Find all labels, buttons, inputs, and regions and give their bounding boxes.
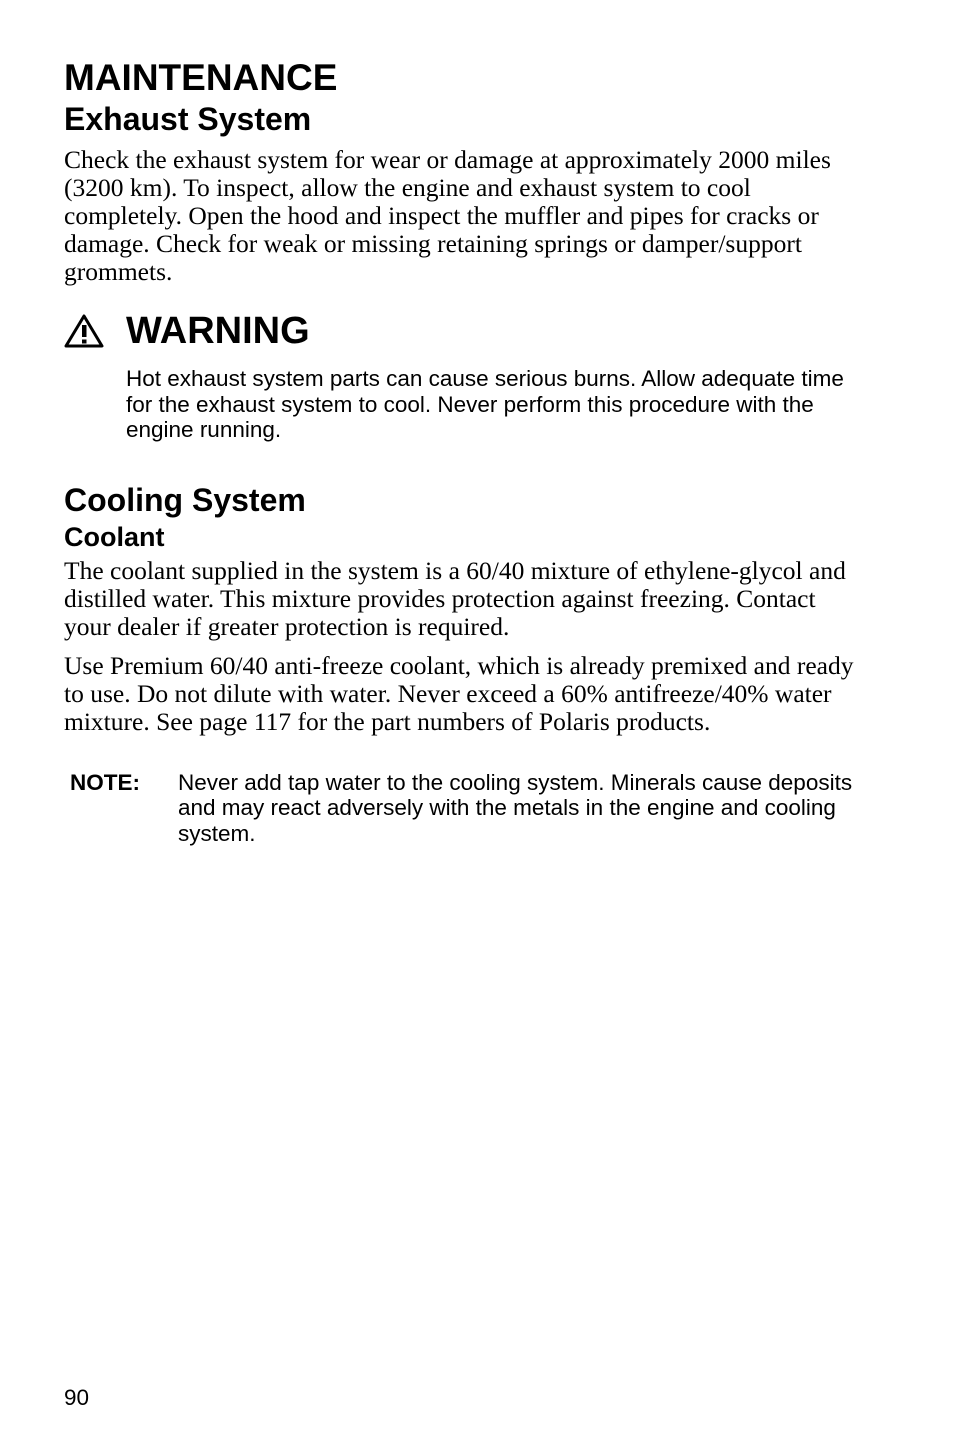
note-block	[64, 770, 864, 847]
cooling-system-heading: Cooling System	[64, 481, 306, 518]
exhaust-paragraph: Check the exhaust system for wear or damage at approximately 2000 miles (3200 km). To inspect, allow the engine and exhaust system to cool completely. Open the hood and inspect the muffler and pipes for cracks or damage. Check for weak or missing retaining springs or damper/support grommets.	[64, 145, 831, 286]
note-label: NOTE:	[70, 769, 140, 795]
coolant-paragraph-2: Use Premium 60/40 anti-freeze coolant, which is already premixed and ready to use. Do not dilute with water. Never exceed a 60% antifreeze/40% water mixture. See page 117 for the part numbers of Polaris products.	[64, 650, 854, 736]
warning-header	[64, 306, 864, 356]
warning-block	[64, 306, 864, 443]
page-number: 90	[64, 1385, 90, 1410]
exhaust-system-heading: Exhaust System	[64, 101, 312, 137]
warning-title: WARNING	[126, 310, 310, 352]
page-content	[64, 56, 864, 846]
section-title: MAINTENANCE	[64, 57, 338, 98]
coolant-heading: Coolant	[64, 521, 165, 552]
note-text: Never add tap water to the cooling system. Minerals cause deposits and may react adversely with the metals in the engine and cooling system.	[178, 769, 853, 846]
coolant-paragraph-1: The coolant supplied in the system is a 60/40 mixture of ethylene-glycol and distilled water. This mixture provides protection against freezing. Contact your dealer if greater protection is required.	[64, 555, 846, 641]
warning-triangle-icon	[64, 314, 104, 348]
warning-text: Hot exhaust system parts can cause serious burns. Allow adequate time for the exhaust system to cool. Never perform this procedure with the engine running.	[126, 366, 844, 442]
